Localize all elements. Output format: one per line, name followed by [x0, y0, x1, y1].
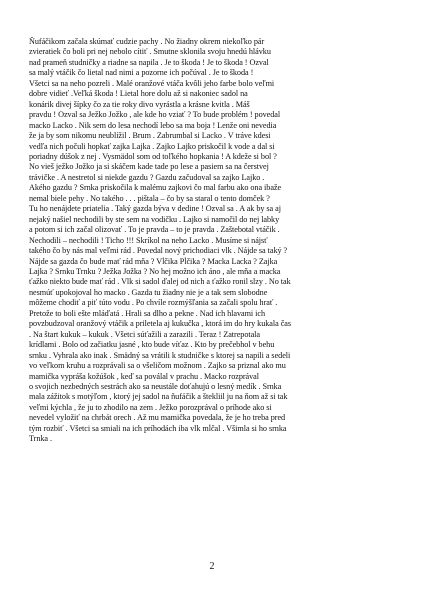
text-line: vedľa nich počuli hopkať zajka Lajka . Zajko Lajko priskočil k vode a dal si [29, 141, 275, 151]
text-line: ťažko niekto bude mať rád . Vlk si sadol ďalej od nich a ťažko ronil slzy . No tak [29, 277, 291, 287]
text-line: Lajka ? Srnku Trnku ? Ježka Jožka ? No hej možno ich áno , ale mňa a macka [29, 266, 281, 276]
text-line: že ja by som nikomu neublížil . Brum . Zabrumbal si Lacko . V tráve kdesi [29, 131, 271, 141]
text-line: a potom si ich začal olizovať . To je pravda – to je pravda . Zaštebotal vtáčik . [29, 225, 280, 235]
text-line: krídlami . Bolo od začiatku jasné , kto bude víťaz . Kto by prečebhol v behu [29, 340, 275, 350]
text-line: srnku . Vyhrala ako inak . Smädný sa vrátili k studničke s ktorej sa napili a sedeli [29, 350, 291, 360]
text-line: tým rozbiť . Všetci sa smiali na ich príhodách iba vlk mĺčal . Všimla si ho srnka [29, 423, 287, 433]
page-number: 2 [209, 561, 215, 572]
text-line: macko Lacko . Nik sem do lesa nechodí lebo sa ma boja ! Lenže oni nevedia [29, 120, 277, 130]
text-line: vo veľkom kruhu a rozprávali sa o všeličom možnom . Zajko sa priznal ako mu [29, 361, 286, 371]
text-line: konárik divej šípky čo za tie roky divo vyrástla a krásne kvitla . Máš [29, 99, 250, 109]
story-text [29, 37, 395, 445]
text-line: trávičke . A nestretol si niekde gazdu ? Gazdu začudoval sa zajko Lajko . [29, 172, 265, 182]
text-line: nesmúť upokojoval ho macko . Gazda tu žiadny nie je a tak sem slobodne [29, 287, 268, 297]
text-line: Trnka . [29, 434, 53, 444]
text-line: nad prameň studničky a riadne sa napila . Je to škoda ! Je to škoda ! Ozval [29, 57, 269, 67]
text-line: takého čo by nás mal veľmi rád . Povedal nový prichodiaci vlk . Nájde sa taký ? [29, 246, 288, 256]
text-line: No vieš ježko Jožko ja si skáčem kade tade po lese a pasiem sa na čerstvej [29, 162, 269, 172]
text-line: Tu ho nenájdete priatelia . Taký gazda býva v dedine ! Ozval sa . A ak by sa aj [29, 204, 281, 214]
text-line: Nájde sa gazda čo bude mať rád mňa ? Vĺčika Pĺčika ? Macka Lacka ? Zajka [29, 256, 278, 266]
text-line: Akého gazdu ? Srnka priskočila k malému zajkovi čo mal farbu ako ona ibaže [29, 183, 282, 193]
text-line: nemal biele pehy . No takého . . . pištala – čo by sa staral o tento domček ? [29, 193, 270, 203]
text-line: o svojich nezbedných sestrách ako sa neustále doťahujú o lesný medík . Srnka [29, 381, 282, 391]
text-line: môžeme chodiť a piť túto vodu . Po chvíle rozmýšľania sa začali spolu hrať . [29, 298, 278, 308]
text-line: Ňufáčikom začala skúmať cudzie pachy . No žiadny okrem niekoľko pár [29, 37, 265, 46]
text-line: mamička vypráša kožúšok , keď sa poválal v prachu . Macko rozprával [29, 371, 259, 381]
text-line: dobre vidieť .Veľká škoda ! Lietal hore dolu až si nakoniec sadol na [29, 89, 248, 99]
text-line: Všetci sa na neho pozreli . Malé oranžové vtáča kvôli jeho farbe bolo veľmi [29, 78, 275, 88]
text-line: poriadny dúšok z nej . Vysmädol som od toľkého hopkania ! A kdeže si bol ? [29, 151, 277, 161]
text-line: veľmi kýchla , že ju to zhodilo na zem . Ježko porozprával o príhode ako si [29, 402, 272, 412]
text-line: sa malý vtáčik čo lietal nad nimi a pozorne ich počúval . Je to škoda ! [29, 68, 254, 78]
text-line: Nechodili – nechodili ! Ticho !!! Skríkol na neho Lacko . Musíme si nájsť [29, 235, 268, 245]
text-line: nejaký našiel nechodili by ste sem na vodičku . Lajko si namočil do nej labky [29, 214, 280, 224]
text-line: pravdu ! Ozval sa Ježko Jožko , ale kde ho vziať ? To bude problém ! povedal [29, 110, 281, 120]
text-line: nevedel vyložiť na chrbát orech . Až mu mamička povedala, že je ho treba pred [29, 413, 286, 423]
text-line: mala zážitok s motýľom , ktorý jej sadol na ňufáčik a štekliil ju na ňom až si tak [29, 392, 288, 402]
text-line: . Na štart kukuk – kukuk . Všetci súťažili a zarazili . Teraz ! Zatrepotala [29, 329, 260, 339]
text-line: zvieratiek čo boli pri nej nebolo cítiť . Smutne sklonila svoju hnedú hlávku [29, 47, 271, 57]
text-line: povzbudzoval oranžový vtáčik a priletela aj kukučka , ktorá im do hry kukala čas [29, 319, 291, 329]
text-line: Pretože to boli ešte mláďatá . Hrali sa dlho a pekne . Nad ich hlavami ich [29, 308, 265, 318]
